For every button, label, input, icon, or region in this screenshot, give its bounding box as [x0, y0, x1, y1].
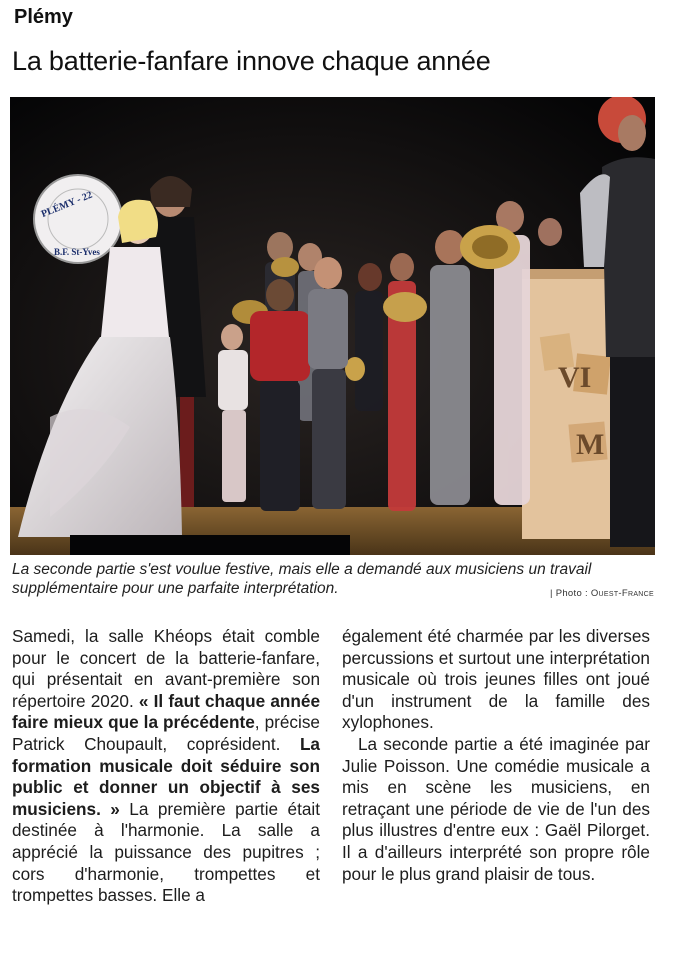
- article-headline: La batterie-fanfare innove chaque année: [12, 46, 491, 76]
- photo-caption: La seconde partie s'est voulue festive, mais elle a demandé aux musiciens un travail supplémentaire pour une parfaite interprétation.: [12, 561, 592, 597]
- article-photo: [10, 97, 655, 555]
- article-town: Plémy: [14, 6, 73, 28]
- article-column-left: [12, 626, 320, 907]
- quote-bold-1: « Il faut chaque année faire mieux que la précédente: [12, 690, 320, 733]
- quote-bold-2: La formation musicale doit séduire son public et donner un objectif à ses musiciens. »: [12, 733, 320, 819]
- bass-drum: [34, 175, 122, 263]
- stage-scene-illustration: [10, 97, 655, 555]
- article-column-right: [342, 626, 650, 885]
- credit-source: Ouest-France: [590, 588, 654, 599]
- paragraph-2: La seconde partie a été imaginée par Julie Poisson. Une comédie musicale a mis en scène les musiciens, en retraçant une période de vie de l'un des plus illustres d'entre eux : Gaël Pilorget. Il a d'ailleurs interprété son propre rôle pour le plus grand plaisir de tous.: [342, 733, 650, 884]
- girl-white: [218, 324, 248, 502]
- banner-letters-1: VI: [558, 361, 592, 394]
- boy-grey: [308, 257, 348, 509]
- drum-sublabel: B.F. St-Yves: [54, 247, 100, 257]
- stage-front-shadow: [70, 535, 350, 555]
- credit-prefix: | Photo :: [550, 588, 591, 599]
- banner-letters-2: M: [576, 428, 605, 461]
- drum-label: PLÉMY - 22: [39, 189, 95, 221]
- photo-credit: [550, 588, 654, 599]
- paragraph-1-continued: également été charmée par les diverses percussions et surtout une interprétation musicale où trois jeunes filles ont joué d'un instrument de la famille des xylophones.: [342, 626, 650, 733]
- paragraph-1: Samedi, la salle Khéops était comble pour le concert de la batterie-fanfare, qui présentait en avant-première son répertoire 2020. « Il faut chaque année faire mieux que la précédente, précise Patrick Choupault, coprésident. La formation musicale doit séduire son public et donner un objectif à ses musiciens. » La première partie était destinée à l'harmonie. La salle a apprécié la puissance des pupitres ; cors d'harmonie, trompettes et trompettes basses. Elle a: [12, 626, 320, 906]
